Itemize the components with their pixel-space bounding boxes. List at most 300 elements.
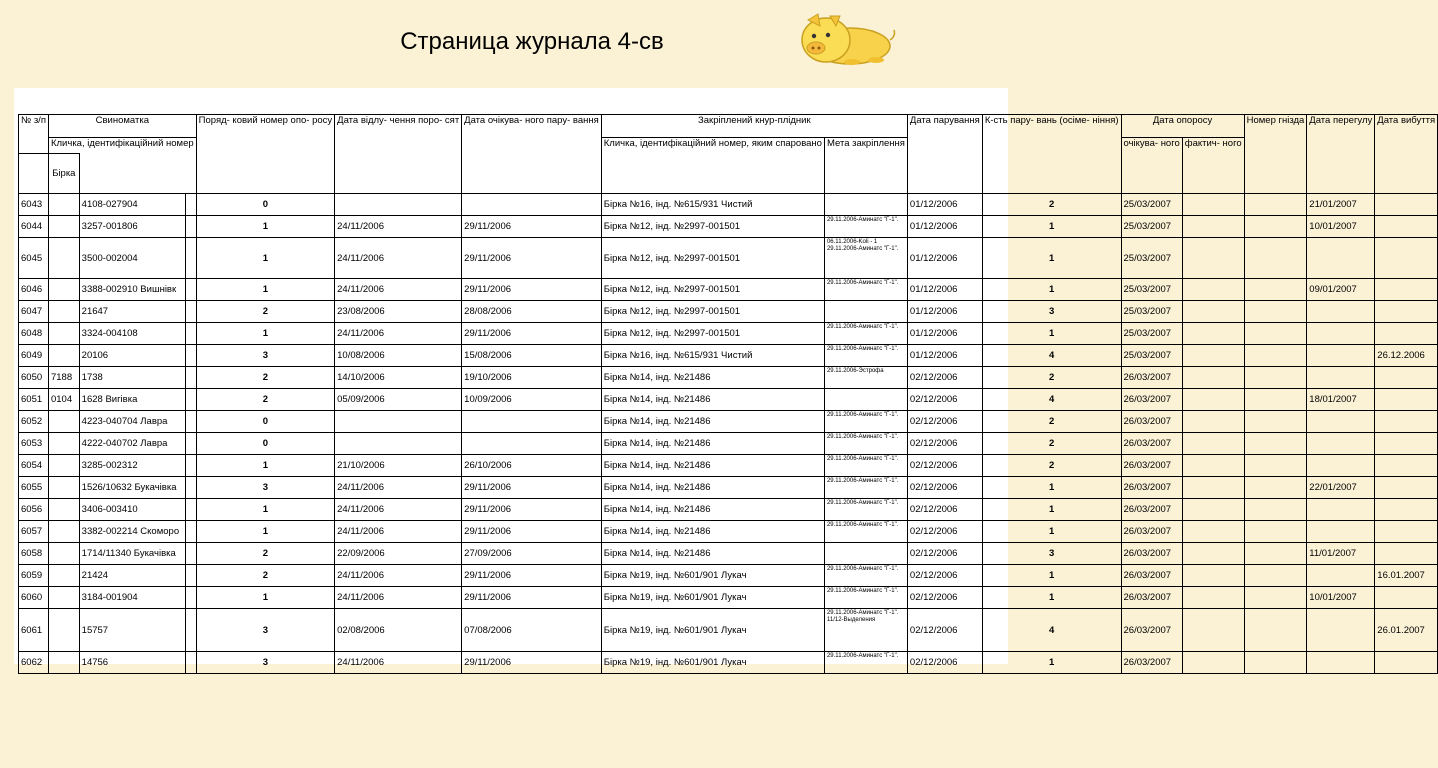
cell-n: 6054 (19, 455, 49, 477)
cell-exp: 29/11/2006 (462, 499, 602, 521)
cell-fact (1182, 411, 1244, 433)
cell-date: 02/12/2006 (907, 411, 982, 433)
cell-leave (1375, 279, 1438, 301)
cell-nest (1244, 345, 1307, 367)
cell-tag: 0104 (48, 389, 79, 411)
cell-leave (1375, 323, 1438, 345)
cell-n: 6060 (19, 587, 49, 609)
cell-name: 4108-027904 (79, 194, 185, 216)
cell-fact (1182, 433, 1244, 455)
cell-fexp: 26/03/2007 (1121, 389, 1182, 411)
cell-tag (48, 499, 79, 521)
table-row (19, 345, 1438, 367)
header-boar-name: Кличка, ідентифікаційний номер, яким спаровано (601, 138, 824, 194)
cell-cnt: 4 (982, 345, 1121, 367)
cell-fact (1182, 238, 1244, 279)
cell-goal: 06.11.2006-Koli - 1 29.11.2006-Аминатс "Г-1". (824, 238, 907, 279)
cell-cnt: 1 (982, 521, 1121, 543)
cell-nest (1244, 389, 1307, 411)
cell-boar: Бірка №12, інд. №2997-001501 (601, 238, 824, 279)
cell-weaning: 24/11/2006 (335, 587, 462, 609)
cell-fexp: 26/03/2007 (1121, 609, 1182, 652)
cell-goal: 29.11.2006-Аминатс "Г-1". (824, 565, 907, 587)
cell-weaning: 24/11/2006 (335, 279, 462, 301)
cell-goal (824, 389, 907, 411)
cell-goal: 29.11.2006-Эстрофа (824, 367, 907, 389)
cell-weaning: 22/09/2006 (335, 543, 462, 565)
cell-blank (186, 543, 197, 565)
cell-blank (186, 433, 197, 455)
cell-date: 02/12/2006 (907, 433, 982, 455)
cell-weaning: 24/11/2006 (335, 499, 462, 521)
cell-blank (186, 389, 197, 411)
cell-fact (1182, 499, 1244, 521)
cell-fexp: 26/03/2007 (1121, 433, 1182, 455)
cell-n: 6051 (19, 389, 49, 411)
cell-nest (1244, 367, 1307, 389)
journal-sheet (14, 88, 1436, 668)
cell-fact (1182, 367, 1244, 389)
header-expected-mating: Дата очікува- ного пару- вання (462, 115, 602, 194)
header-farrow-date: Дата опоросу (1121, 115, 1244, 138)
cell-goal: 29.11.2006-Аминатс "Г-1". (824, 345, 907, 367)
cell-n: 6055 (19, 477, 49, 499)
cell-nest (1244, 238, 1307, 279)
cell-date: 01/12/2006 (907, 279, 982, 301)
cell-tag (48, 521, 79, 543)
cell-tag (48, 194, 79, 216)
cell-weaning: 21/10/2006 (335, 455, 462, 477)
cell-weaning: 14/10/2006 (335, 367, 462, 389)
cell-transfer (1307, 609, 1375, 652)
cell-transfer (1307, 565, 1375, 587)
cell-date: 02/12/2006 (907, 521, 982, 543)
cell-cnt: 1 (982, 652, 1121, 674)
cell-boar: Бірка №16, інд. №615/931 Чистий (601, 345, 824, 367)
cell-exp (462, 433, 602, 455)
header-nest: Номер гнізда (1244, 115, 1307, 194)
cell-name: 4222-040702 Лавра (79, 433, 185, 455)
cell-transfer: 18/01/2007 (1307, 389, 1375, 411)
cell-order: 2 (196, 543, 334, 565)
cell-exp: 29/11/2006 (462, 238, 602, 279)
cell-goal (824, 543, 907, 565)
cell-boar: Бірка №12, інд. №2997-001501 (601, 323, 824, 345)
cell-leave (1375, 411, 1438, 433)
header-boar-goal: Мета закріплення (824, 138, 907, 194)
cell-weaning: 24/11/2006 (335, 323, 462, 345)
header-order: Поряд- ковий номер опо- росу (196, 115, 334, 194)
cell-nest (1244, 609, 1307, 652)
header-farrow-actual: фактич- ного (1182, 138, 1244, 194)
cell-transfer (1307, 411, 1375, 433)
cell-cnt: 2 (982, 433, 1121, 455)
cell-fexp: 26/03/2007 (1121, 587, 1182, 609)
cell-leave (1375, 455, 1438, 477)
cell-goal: 29.11.2006-Аминатс "Г-1". 11/12-Выделения (824, 609, 907, 652)
cell-boar: Бірка №19, інд. №601/901 Лукач (601, 587, 824, 609)
cell-order: 0 (196, 194, 334, 216)
cell-name: 3184-001904 (79, 587, 185, 609)
cell-date: 02/12/2006 (907, 652, 982, 674)
cell-exp (462, 411, 602, 433)
cell-weaning: 10/08/2006 (335, 345, 462, 367)
cell-n: 6050 (19, 367, 49, 389)
cell-nest (1244, 433, 1307, 455)
table-row (19, 216, 1438, 238)
cell-blank (186, 455, 197, 477)
cell-goal: 29.11.2006-Аминатс "Г-1". (824, 323, 907, 345)
cell-date: 02/12/2006 (907, 367, 982, 389)
cell-order: 1 (196, 455, 334, 477)
cell-nest (1244, 279, 1307, 301)
cell-cnt: 1 (982, 323, 1121, 345)
cell-exp: 29/11/2006 (462, 477, 602, 499)
cell-n: 6053 (19, 433, 49, 455)
cell-goal: 29.11.2006-Аминатс "Г-1". (824, 455, 907, 477)
cell-boar: Бірка №12, інд. №2997-001501 (601, 279, 824, 301)
cell-tag (48, 609, 79, 652)
cell-cnt: 1 (982, 279, 1121, 301)
cell-date: 02/12/2006 (907, 565, 982, 587)
cell-weaning (335, 194, 462, 216)
cell-transfer (1307, 499, 1375, 521)
cell-exp: 28/08/2006 (462, 301, 602, 323)
cell-leave (1375, 194, 1438, 216)
cell-name: 3257-001806 (79, 216, 185, 238)
cell-weaning (335, 411, 462, 433)
cell-name: 1738 (79, 367, 185, 389)
cell-fact (1182, 323, 1244, 345)
cell-name: 1526/10632 Букачівка (79, 477, 185, 499)
table-row (19, 389, 1438, 411)
cell-blank (186, 477, 197, 499)
cell-transfer: 10/01/2007 (1307, 587, 1375, 609)
cell-fexp: 26/03/2007 (1121, 521, 1182, 543)
cell-cnt: 1 (982, 477, 1121, 499)
cell-cnt: 1 (982, 499, 1121, 521)
cell-fact (1182, 455, 1244, 477)
cell-name: 1628 Вигівка (79, 389, 185, 411)
cell-blank (186, 301, 197, 323)
cell-boar: Бірка №14, інд. №21486 (601, 455, 824, 477)
cell-weaning: 24/11/2006 (335, 652, 462, 674)
cell-blank (186, 565, 197, 587)
cell-fact (1182, 587, 1244, 609)
cell-fexp: 25/03/2007 (1121, 323, 1182, 345)
cell-blank (186, 194, 197, 216)
cell-transfer (1307, 652, 1375, 674)
cell-date: 02/12/2006 (907, 609, 982, 652)
cell-fexp: 26/03/2007 (1121, 652, 1182, 674)
cell-blank (186, 587, 197, 609)
table-row (19, 521, 1438, 543)
cell-date: 02/12/2006 (907, 455, 982, 477)
cell-tag (48, 543, 79, 565)
cell-tag (48, 279, 79, 301)
cell-goal: 29.11.2006-Аминатс "Г-1". (824, 433, 907, 455)
cell-nest (1244, 323, 1307, 345)
cell-goal: 29.11.2006-Аминатс "Г-1". (824, 499, 907, 521)
table-row (19, 565, 1438, 587)
cell-order: 0 (196, 411, 334, 433)
cell-goal: 29.11.2006-Аминатс "Г-1". (824, 521, 907, 543)
cell-name: 4223-040704 Лавра (79, 411, 185, 433)
cell-order: 1 (196, 238, 334, 279)
cell-blank (186, 345, 197, 367)
cell-blank (186, 323, 197, 345)
cell-order: 3 (196, 652, 334, 674)
cell-transfer (1307, 345, 1375, 367)
cell-tag (48, 652, 79, 674)
cell-blank (186, 238, 197, 279)
cell-boar: Бірка №14, інд. №21486 (601, 367, 824, 389)
cell-leave (1375, 477, 1438, 499)
cell-nest (1244, 216, 1307, 238)
cell-boar: Бірка №14, інд. №21486 (601, 521, 824, 543)
cell-fexp: 26/03/2007 (1121, 565, 1182, 587)
cell-nest (1244, 301, 1307, 323)
cell-name: 3500-002004 (79, 238, 185, 279)
cell-tag (48, 587, 79, 609)
cell-name: 21647 (79, 301, 185, 323)
cell-fexp: 25/03/2007 (1121, 279, 1182, 301)
cell-fexp: 26/03/2007 (1121, 499, 1182, 521)
cell-weaning: 24/11/2006 (335, 521, 462, 543)
cell-n: 6056 (19, 499, 49, 521)
cell-cnt: 3 (982, 543, 1121, 565)
cell-exp: 29/11/2006 (462, 521, 602, 543)
cell-exp: 29/11/2006 (462, 216, 602, 238)
cell-transfer: 10/01/2007 (1307, 216, 1375, 238)
cell-exp: 26/10/2006 (462, 455, 602, 477)
cell-leave (1375, 216, 1438, 238)
header-farrow-expected: очікува- ного (1121, 138, 1182, 194)
cell-fexp: 25/03/2007 (1121, 194, 1182, 216)
cell-tag (48, 238, 79, 279)
cell-leave (1375, 543, 1438, 565)
cell-leave (1375, 389, 1438, 411)
cell-exp: 07/08/2006 (462, 609, 602, 652)
cell-nest (1244, 477, 1307, 499)
cell-name: 14756 (79, 652, 185, 674)
cell-boar: Бірка №12, інд. №2997-001501 (601, 216, 824, 238)
cell-exp: 29/11/2006 (462, 587, 602, 609)
cell-tag (48, 433, 79, 455)
cell-blank (186, 216, 197, 238)
cell-name: 21424 (79, 565, 185, 587)
cell-leave (1375, 521, 1438, 543)
cell-goal: 29.11.2006-Аминатс "Г-1". (824, 587, 907, 609)
cell-exp: 15/08/2006 (462, 345, 602, 367)
cell-order: 2 (196, 565, 334, 587)
cell-transfer (1307, 455, 1375, 477)
cell-fact (1182, 609, 1244, 652)
cell-n: 6045 (19, 238, 49, 279)
cell-goal: 29.11.2006-Аминатс "Г-1". (824, 216, 907, 238)
cell-name: 3382-002214 Скоморо (79, 521, 185, 543)
cell-boar: Бірка №14, інд. №21486 (601, 411, 824, 433)
header-transfer: Дата перегулу (1307, 115, 1375, 194)
cell-n: 6044 (19, 216, 49, 238)
cell-cnt: 2 (982, 367, 1121, 389)
cell-n: 6057 (19, 521, 49, 543)
cell-date: 01/12/2006 (907, 345, 982, 367)
cell-fact (1182, 543, 1244, 565)
cell-exp: 29/11/2006 (462, 652, 602, 674)
cell-goal: 29.11.2006-Аминатс "Г-1". (824, 652, 907, 674)
cell-leave: 26.12.2006 (1375, 345, 1438, 367)
page-title: Страница журнала 4-св (400, 28, 664, 55)
cell-tag (48, 565, 79, 587)
cell-cnt: 1 (982, 565, 1121, 587)
cell-cnt: 4 (982, 389, 1121, 411)
cell-tag (48, 411, 79, 433)
cell-order: 1 (196, 499, 334, 521)
cell-transfer (1307, 521, 1375, 543)
cell-weaning: 24/11/2006 (335, 216, 462, 238)
cell-n: 6046 (19, 279, 49, 301)
cell-transfer (1307, 238, 1375, 279)
cell-boar: Бірка №19, інд. №601/901 Лукач (601, 609, 824, 652)
cell-n: 6058 (19, 543, 49, 565)
table-row (19, 652, 1438, 674)
cell-fexp: 25/03/2007 (1121, 301, 1182, 323)
cell-name: 3406-003410 (79, 499, 185, 521)
pig-icon (792, 10, 900, 66)
cell-exp: 29/11/2006 (462, 323, 602, 345)
cell-fexp: 26/03/2007 (1121, 455, 1182, 477)
cell-n: 6062 (19, 652, 49, 674)
cell-cnt: 1 (982, 238, 1121, 279)
cell-name: 3388-002910 Вишнівк (79, 279, 185, 301)
cell-nest (1244, 194, 1307, 216)
table-row (19, 194, 1438, 216)
table-row (19, 433, 1438, 455)
cell-order: 3 (196, 477, 334, 499)
cell-date: 01/12/2006 (907, 323, 982, 345)
cell-weaning: 24/11/2006 (335, 477, 462, 499)
cell-transfer: 22/01/2007 (1307, 477, 1375, 499)
cell-boar: Бірка №14, інд. №21486 (601, 389, 824, 411)
cell-transfer (1307, 367, 1375, 389)
header-sow-tag: Бірка (48, 154, 79, 194)
cell-transfer: 21/01/2007 (1307, 194, 1375, 216)
cell-goal: 29.11.2006-Аминатс "Г-1". (824, 477, 907, 499)
cell-n: 6043 (19, 194, 49, 216)
cell-n: 6061 (19, 609, 49, 652)
cell-n: 6047 (19, 301, 49, 323)
cell-order: 2 (196, 389, 334, 411)
cell-tag (48, 323, 79, 345)
cell-name: 1714/11340 Букачівка (79, 543, 185, 565)
cell-date: 01/12/2006 (907, 216, 982, 238)
cell-name: 3285-002312 (79, 455, 185, 477)
header-sow: Свиноматка (48, 115, 196, 138)
cell-fact (1182, 521, 1244, 543)
cell-tag (48, 301, 79, 323)
table-row (19, 411, 1438, 433)
cell-fexp: 25/03/2007 (1121, 216, 1182, 238)
cell-order: 1 (196, 279, 334, 301)
cell-blank (186, 411, 197, 433)
header-weaning: Дата відлу- чення поро- сят (335, 115, 462, 194)
cell-leave (1375, 301, 1438, 323)
cell-leave (1375, 367, 1438, 389)
cell-blank (186, 609, 197, 652)
cell-leave: 16.01.2007 (1375, 565, 1438, 587)
cell-n: 6048 (19, 323, 49, 345)
cell-n: 6052 (19, 411, 49, 433)
cell-exp (462, 194, 602, 216)
cell-boar: Бірка №14, інд. №21486 (601, 543, 824, 565)
cell-blank (186, 279, 197, 301)
cell-boar: Бірка №19, інд. №601/901 Лукач (601, 652, 824, 674)
cell-transfer (1307, 433, 1375, 455)
cell-tag (48, 216, 79, 238)
cell-goal: 29.11.2006-Аминатс "Г-1". (824, 411, 907, 433)
table-row (19, 455, 1438, 477)
cell-boar: Бірка №14, інд. №21486 (601, 499, 824, 521)
cell-name: 15757 (79, 609, 185, 652)
cell-tag: 7188 (48, 367, 79, 389)
cell-nest (1244, 565, 1307, 587)
cell-order: 3 (196, 609, 334, 652)
cell-order: 2 (196, 367, 334, 389)
cell-tag (48, 455, 79, 477)
cell-order: 1 (196, 521, 334, 543)
cell-date: 01/12/2006 (907, 301, 982, 323)
cell-exp: 29/11/2006 (462, 565, 602, 587)
header-leaving: Дата вибуття (1375, 115, 1438, 194)
header-mating-count: К-сть пару- вань (осіме- ніння) (982, 115, 1121, 194)
cell-weaning: 24/11/2006 (335, 565, 462, 587)
table-row (19, 238, 1438, 279)
cell-leave (1375, 238, 1438, 279)
cell-cnt: 2 (982, 455, 1121, 477)
cell-leave (1375, 499, 1438, 521)
cell-blank (186, 499, 197, 521)
cell-blank (186, 652, 197, 674)
cell-goal (824, 301, 907, 323)
cell-weaning: 05/09/2006 (335, 389, 462, 411)
table-row (19, 543, 1438, 565)
cell-transfer: 09/01/2007 (1307, 279, 1375, 301)
cell-nest (1244, 455, 1307, 477)
cell-exp: 10/09/2006 (462, 389, 602, 411)
cell-boar: Бірка №16, інд. №615/931 Чистий (601, 194, 824, 216)
header-mating-date: Дата парування (907, 115, 982, 194)
cell-nest (1244, 499, 1307, 521)
cell-transfer (1307, 301, 1375, 323)
cell-fexp: 26/03/2007 (1121, 477, 1182, 499)
cell-order: 3 (196, 345, 334, 367)
cell-order: 1 (196, 323, 334, 345)
cell-goal: 29.11.2006-Аминатс "Г-1". (824, 279, 907, 301)
cell-date: 02/12/2006 (907, 587, 982, 609)
cell-order: 1 (196, 587, 334, 609)
cell-exp: 29/11/2006 (462, 279, 602, 301)
cell-transfer (1307, 323, 1375, 345)
cell-name: 20106 (79, 345, 185, 367)
table-row (19, 301, 1438, 323)
cell-boar: Бірка №19, інд. №601/901 Лукач (601, 565, 824, 587)
table-row (19, 499, 1438, 521)
table-row (19, 323, 1438, 345)
cell-exp: 27/09/2006 (462, 543, 602, 565)
cell-boar: Бірка №12, інд. №2997-001501 (601, 301, 824, 323)
cell-fact (1182, 565, 1244, 587)
